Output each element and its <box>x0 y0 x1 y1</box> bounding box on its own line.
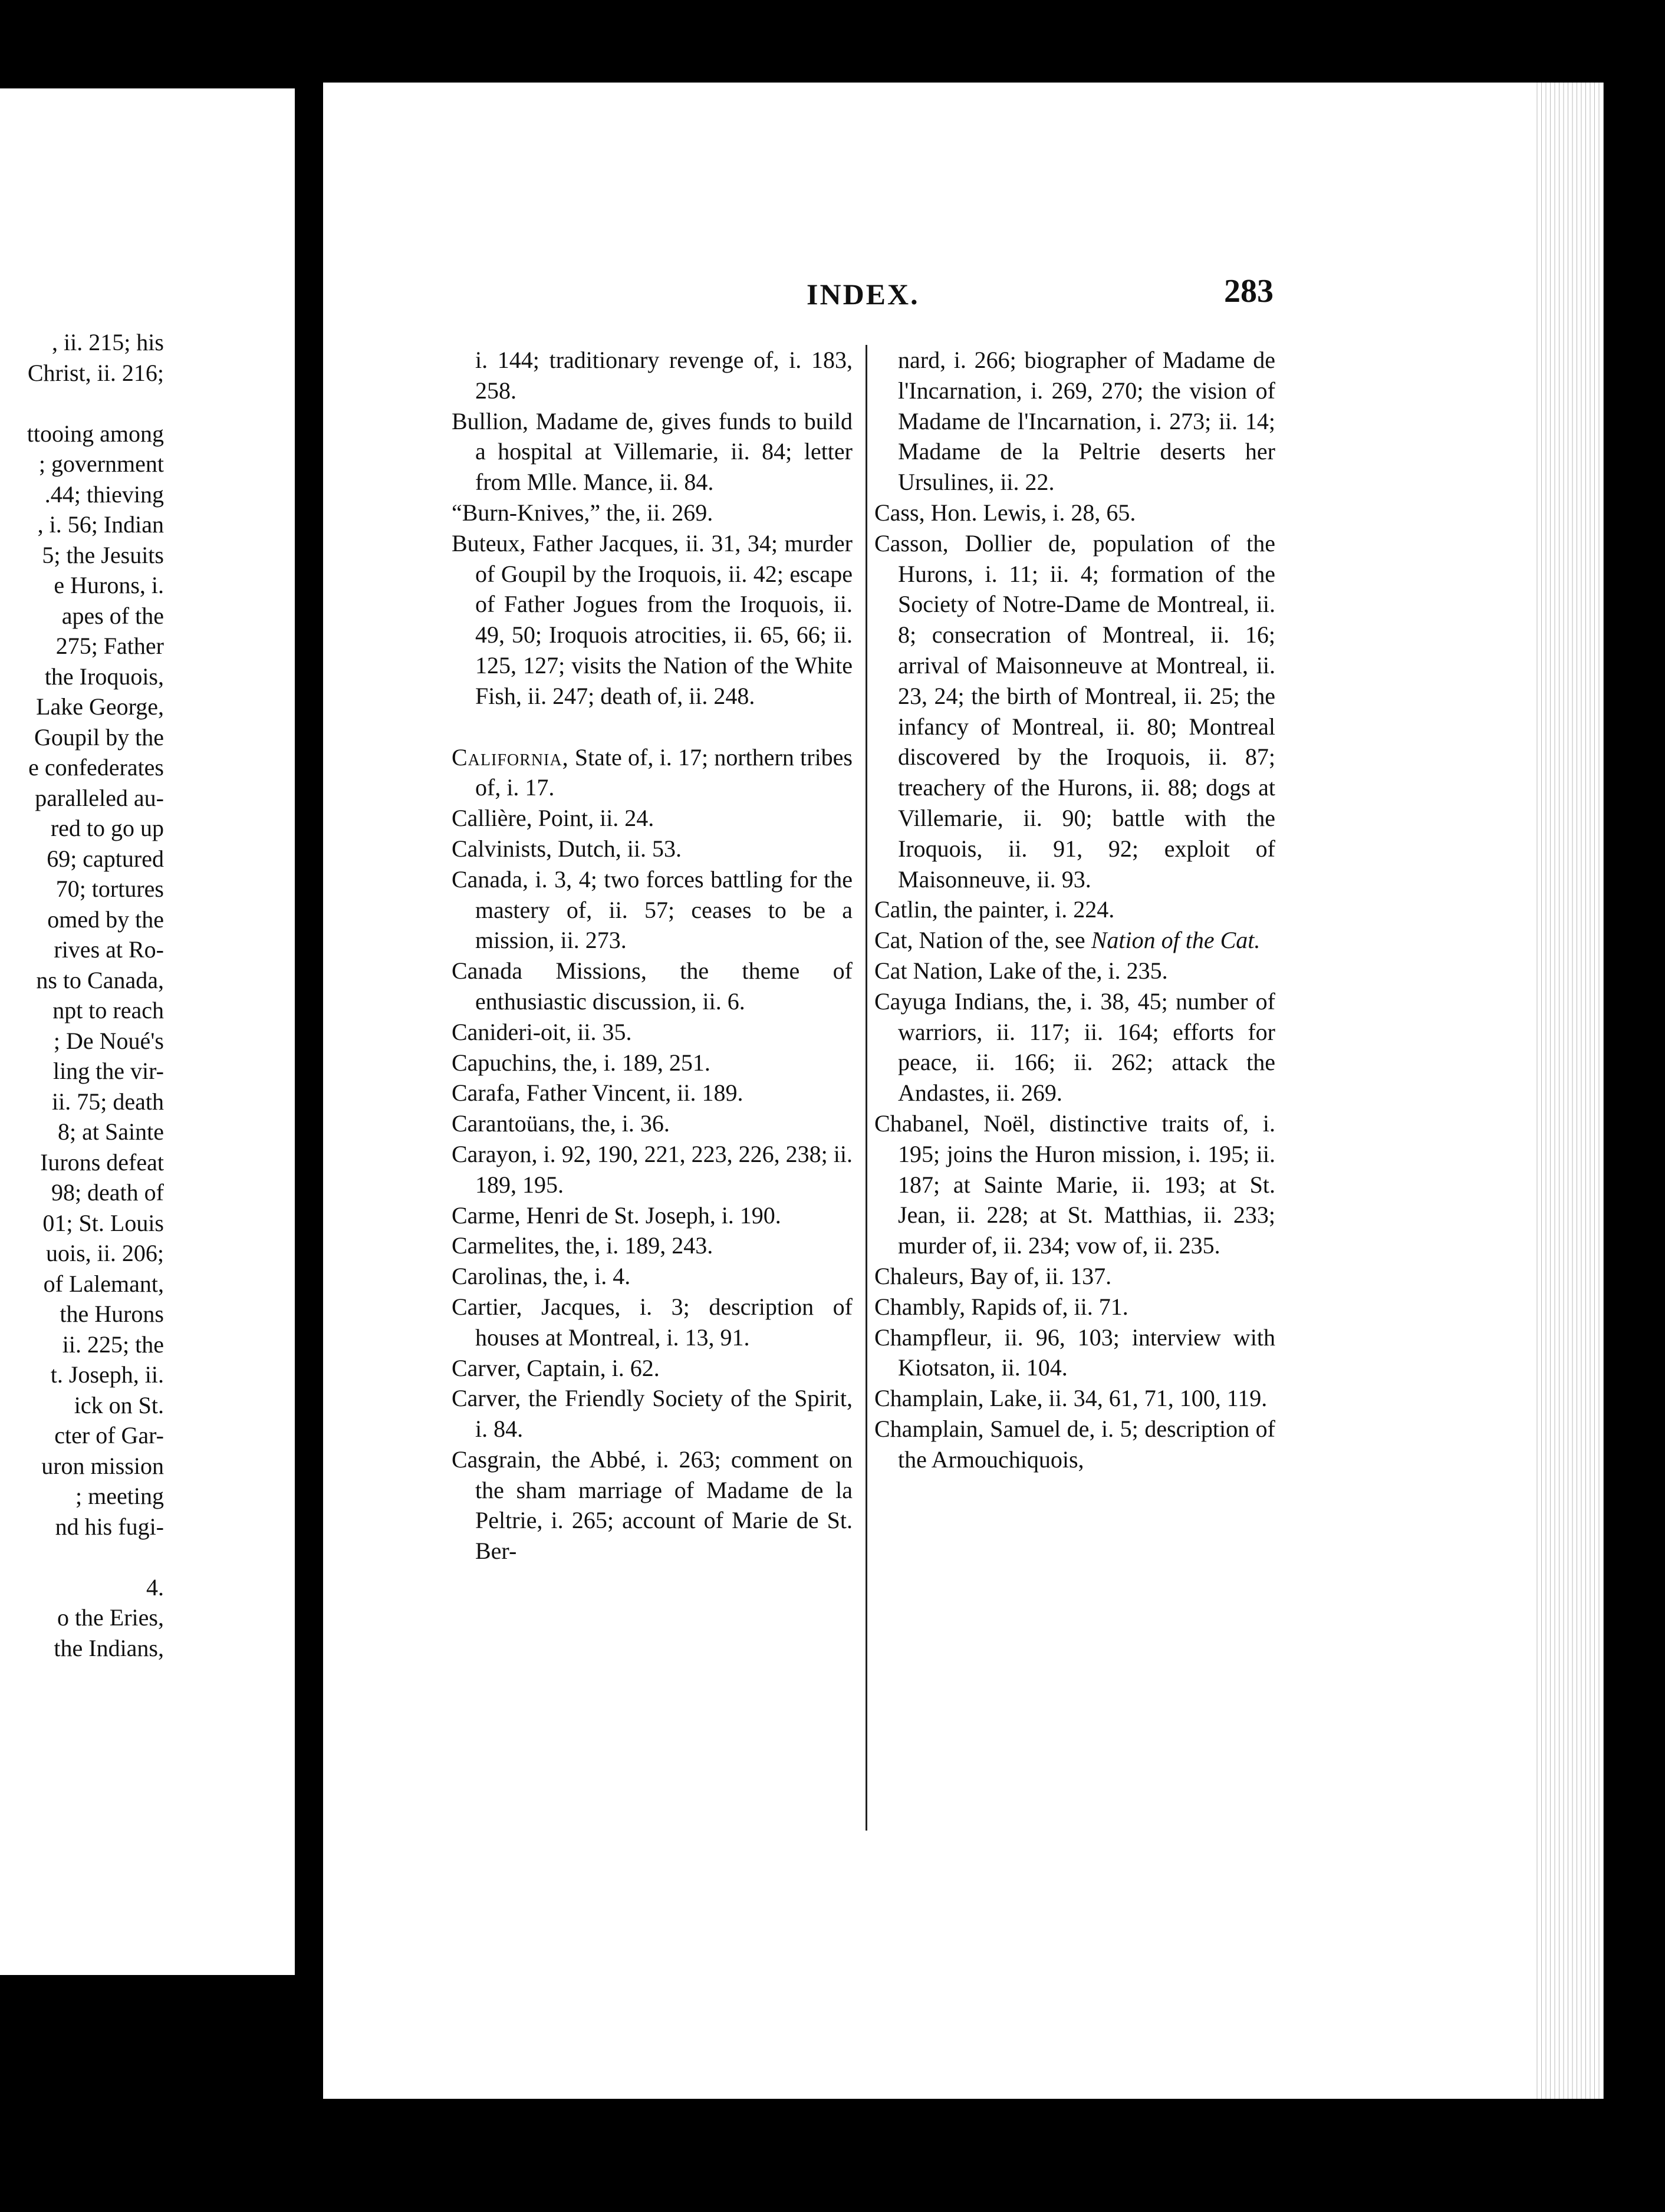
index-entry <box>874 1383 1275 1414</box>
index-column-left <box>452 345 853 1566</box>
index-entry <box>452 1108 853 1139</box>
index-entry <box>452 742 853 804</box>
index-entry-text: Cat, Nation of the, see <box>874 927 1091 954</box>
page-number: 283 <box>1224 273 1274 310</box>
index-entry <box>452 1444 853 1566</box>
index-entry <box>874 894 1275 925</box>
left-page-line: omed by the <box>47 906 164 933</box>
index-entry-text: Chabanel, Noël, distinctive traits of, i. 195; joins the Huron mission, i. 195; ii. 187; at Sainte Marie, ii. 193; at St. Jean, ii. 228; at St. Matthias, ii. 233; murder of, ii. 234; vow of, ii. 235. <box>874 1110 1275 1259</box>
book-gutter <box>295 88 324 1975</box>
index-entry-heading: California, <box>452 743 569 771</box>
index-entry-text: Cartier, Jacques, i. 3; description of houses at Montreal, i. 13, 91. <box>452 1293 853 1351</box>
left-page-line: 69; captured <box>47 845 164 872</box>
page-header <box>323 273 1597 324</box>
index-entry <box>452 498 853 528</box>
running-title: INDEX. <box>807 278 920 311</box>
index-entry <box>452 956 853 1017</box>
index-entry-text: Canideri-oit, ii. 35. <box>452 1018 632 1045</box>
index-entry-text: Carafa, Father Vincent, ii. 189. <box>452 1079 743 1107</box>
index-entry <box>874 1292 1275 1322</box>
left-page-line: Christ, ii. 216; <box>27 359 164 386</box>
left-page-line: ; De Noué's <box>53 1027 164 1054</box>
index-entry <box>874 1108 1275 1261</box>
index-entry-text: Champlain, Samuel de, i. 5; description of the Armouchiquois, <box>874 1415 1275 1473</box>
left-page-line: 8; at Sainte <box>58 1118 164 1145</box>
left-page-line: the Iroquois, <box>44 663 164 690</box>
index-entry <box>874 986 1275 1108</box>
index-entry <box>452 864 853 956</box>
index-entry-text: Carolinas, the, i. 4. <box>452 1263 631 1290</box>
left-page-line: 275; Father <box>55 633 164 659</box>
index-entry <box>452 1292 853 1353</box>
index-entry-text: Champlain, Lake, ii. 34, 61, 71, 100, 119. <box>874 1385 1268 1412</box>
index-entry-text: Carver, the Friendly Society of the Spirit, i. 84. <box>452 1385 853 1443</box>
index-entry <box>874 925 1275 956</box>
left-page-line: red to go up <box>50 815 164 841</box>
index-entry-text: Cat Nation, Lake of the, i. 235. <box>874 957 1168 984</box>
left-page-line: ii. 225; the <box>62 1331 164 1358</box>
index-entry <box>452 1078 853 1108</box>
index-entry <box>452 803 853 834</box>
left-page-line: rives at Ro- <box>54 936 164 963</box>
left-page-line <box>0 388 164 419</box>
index-entry <box>452 1383 853 1444</box>
index-entry-text: Champfleur, ii. 96, 103; interview with Kiotsaton, ii. 104. <box>874 1324 1275 1381</box>
left-page-line: 5; the Jesuits <box>42 541 164 568</box>
index-entry-text: Chaleurs, Bay of, ii. 137. <box>874 1262 1112 1289</box>
left-page-line: Lake George, <box>36 693 164 720</box>
left-page-line: 01; St. Louis <box>42 1209 164 1236</box>
left-page-line: Goupil by the <box>34 723 164 750</box>
right-page <box>323 83 1597 2099</box>
left-page-line: ns to Canada, <box>36 966 164 993</box>
index-entry <box>452 1139 853 1200</box>
index-entry-text: Casgrain, the Abbé, i. 263; comment on the sham marriage of Madame de la Peltrie, i. 265; account of Marie de St. Ber- <box>452 1446 853 1565</box>
index-column-right <box>874 345 1275 1474</box>
left-page-line: apes of the <box>61 602 164 629</box>
index-entry-text: Cass, Hon. Lewis, i. 28, 65. <box>874 499 1136 526</box>
column-divider <box>866 345 867 1831</box>
index-entry <box>452 1017 853 1048</box>
page-edges <box>1533 83 1604 2099</box>
index-entry <box>452 1261 853 1292</box>
index-entry-text: Canada Missions, the theme of enthusiastic discussion, ii. 6. <box>452 957 853 1015</box>
left-page <box>0 88 295 1975</box>
left-page-line: cter of Gar- <box>54 1422 164 1449</box>
index-entry <box>874 498 1275 528</box>
left-page-line: nd his fugi- <box>55 1513 164 1540</box>
left-page-line: .44; thieving <box>44 480 164 508</box>
left-page-line: the Hurons <box>60 1301 164 1327</box>
left-page-fragments <box>0 327 164 1663</box>
left-page-line: 70; tortures <box>55 875 164 902</box>
index-entry <box>452 1200 853 1231</box>
index-entry <box>874 345 1275 498</box>
index-entry-text: Callière, Point, ii. 24. <box>452 805 654 832</box>
left-page-line: 4. <box>146 1574 164 1601</box>
left-page-line <box>0 1542 164 1572</box>
index-entry-text: Carver, Captain, i. 62. <box>452 1354 660 1381</box>
index-entry <box>874 528 1275 895</box>
index-entry-text: Chambly, Rapids of, ii. 71. <box>874 1293 1128 1320</box>
left-page-line: ii. 75; death <box>52 1088 164 1115</box>
left-page-line: ; government <box>38 450 164 477</box>
left-page-line: the Indians, <box>54 1634 164 1661</box>
left-page-line: paralleled au- <box>35 784 164 811</box>
left-page-line: ling the vir- <box>52 1058 164 1084</box>
left-page-line: t. Joseph, ii. <box>50 1361 164 1388</box>
left-page-line: ttooing among <box>27 420 164 447</box>
index-entry <box>452 1048 853 1078</box>
index-entry-crossref: Nation of the Cat. <box>1091 927 1261 954</box>
left-page-line: e Hurons, i. <box>54 572 164 598</box>
left-page-line: ; meeting <box>75 1483 164 1509</box>
index-entry-text: Cayuga Indians, the, i. 38, 45; number of warriors, ii. 117; ii. 164; efforts for peace, ii. 166; ii. 262; attack the Andastes, ii. 269. <box>874 988 1275 1107</box>
left-page-line: of Lalemant, <box>43 1270 164 1297</box>
left-page-line: npt to reach <box>52 997 164 1023</box>
index-entry-text: Canada, i. 3, 4; two forces battling for the mastery of, ii. 57; ceases to be a mission, ii. 273. <box>452 865 853 954</box>
index-entry <box>874 1414 1275 1475</box>
index-entry <box>452 1230 853 1261</box>
left-page-line: ick on St. <box>74 1391 164 1418</box>
left-page-line: o the Eries, <box>57 1604 164 1631</box>
left-page-line: 98; death of <box>51 1179 164 1206</box>
index-entry-text: Casson, Dollier de, population of the Hurons, i. 11; ii. 4; formation of the Society of Notre-Dame de Montreal, ii. 8; consecration of Montreal, ii. 16; arrival of Maisonneuve at Montreal, ii. 23, 24; the birth of Montreal, ii. 25; the infancy of Montreal, ii. 80; Montreal discovered by the Iroquois, ii. 87; treachery of the Hurons, ii. 88; dogs at Villemarie, ii. 90; battle with the Iroquois, ii. 91, 92; exploit of Maisonneuve, ii. 93. <box>874 529 1275 893</box>
left-page-line: e confederates <box>28 754 164 781</box>
index-entry-text: “Burn-Knives,” the, ii. 269. <box>452 499 713 526</box>
index-entry-text: Carantoüans, the, i. 36. <box>452 1110 670 1137</box>
index-entry-text: Carme, Henri de St. Joseph, i. 190. <box>452 1202 781 1229</box>
index-entry-text: Carmelites, the, i. 189, 243. <box>452 1232 713 1259</box>
index-entry-text: State of, i. 17; northern tribes of, i. 17. <box>475 743 853 801</box>
left-page-line: uron mission <box>41 1452 164 1479</box>
index-entry-text: Catlin, the painter, i. 224. <box>874 896 1115 923</box>
left-page-line: , ii. 215; his <box>51 329 164 356</box>
index-entry <box>874 1322 1275 1384</box>
left-page-line: , i. 56; Indian <box>37 511 164 538</box>
index-entry-text: i. 144; traditionary revenge of, i. 183, 258. <box>475 347 853 404</box>
left-page-line: Iurons defeat <box>40 1148 164 1176</box>
index-entry <box>452 406 853 498</box>
index-entry-text: Capuchins, the, i. 189, 251. <box>452 1049 710 1076</box>
left-page-line: uois, ii. 206; <box>45 1240 164 1266</box>
index-entry <box>452 528 853 712</box>
index-entry <box>452 834 853 864</box>
index-entry <box>452 1353 853 1384</box>
index-entry-text: Bullion, Madame de, gives funds to build a hospital at Villemarie, ii. 84; letter from Mlle. Mance, ii. 84. <box>452 407 853 496</box>
index-entry-text: nard, i. 266; biographer of Madame de l'Incarnation, i. 269, 270; the vision of Madame de l'Incarnation, i. 273; ii. 14; Madame de la Peltrie deserts her Ursulines, ii. 22. <box>898 347 1275 496</box>
index-entry-text: Carayon, i. 92, 190, 221, 223, 226, 238; ii. 189, 195. <box>452 1140 853 1198</box>
index-entry <box>452 345 853 406</box>
index-entry <box>874 956 1275 986</box>
index-entry <box>874 1261 1275 1292</box>
index-entry-text: Calvinists, Dutch, ii. 53. <box>452 835 682 862</box>
index-entry-text: Buteux, Father Jacques, ii. 31, 34; murder of Goupil by the Iroquois, ii. 42; escape of Father Jogues from the Iroquois, ii. 49, 50; Iroquois atrocities, ii. 65, 66; ii. 125, 127; visits the Nation of the White Fish, ii. 247; death of, ii. 248. <box>452 529 853 709</box>
